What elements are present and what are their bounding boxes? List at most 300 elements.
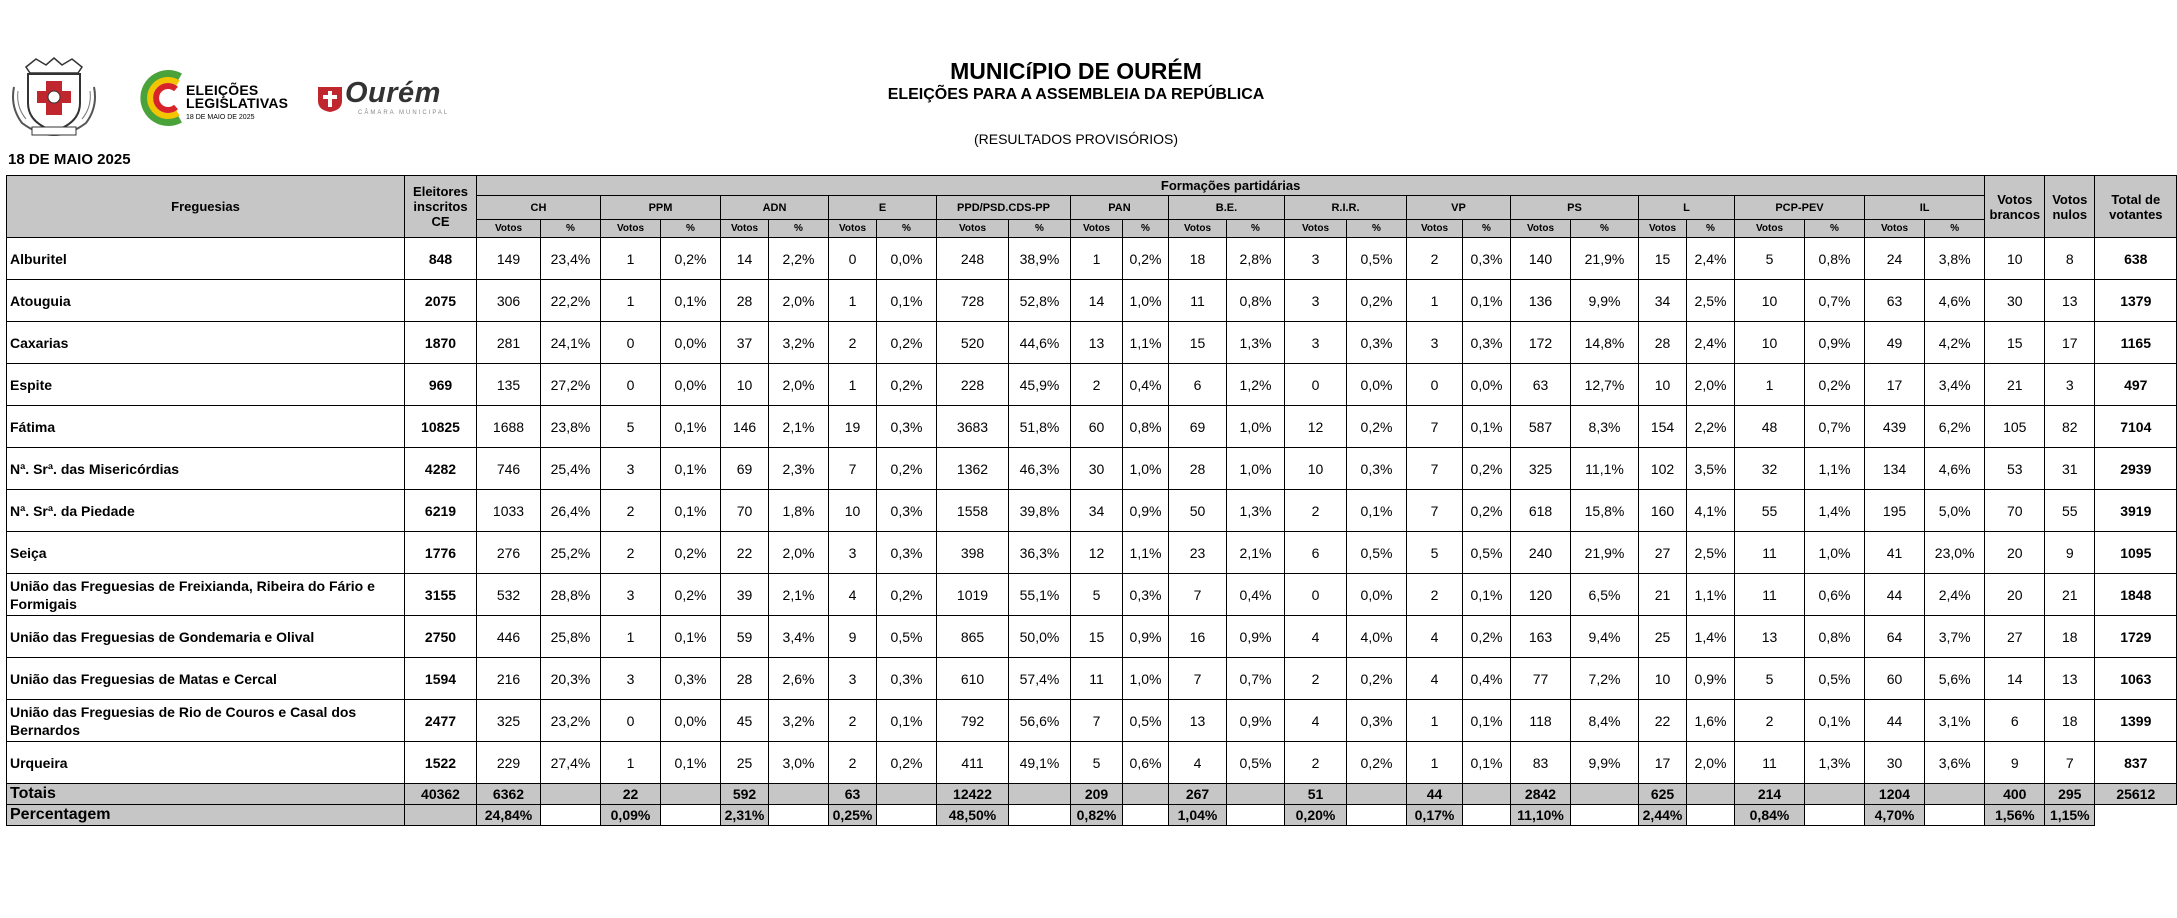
pct-cell: 0,1% <box>1805 700 1865 742</box>
pct-cell: 21,9% <box>1571 532 1639 574</box>
pct-cell: 0,5% <box>1805 658 1865 700</box>
votes-cell: 27 <box>1639 532 1687 574</box>
totals-empty-cell <box>1227 784 1285 805</box>
pct-cell: 20,3% <box>541 658 601 700</box>
totals-votes-cell: 625 <box>1639 784 1687 805</box>
sub-header-votos: Votos <box>1639 220 1687 238</box>
pct-cell: 0,7% <box>1805 406 1865 448</box>
freguesia-name: União das Freguesias de Freixianda, Ribeira do Fário e Formigais <box>7 574 405 616</box>
votes-cell: 2 <box>829 742 877 784</box>
votes-cell: 19 <box>829 406 877 448</box>
sub-header-votos: Votos <box>1071 220 1123 238</box>
pct-cell: 3,0% <box>769 742 829 784</box>
percent-cell: 11,10% <box>1511 805 1571 826</box>
pct-cell: 23,4% <box>541 238 601 280</box>
votes-cell: 3 <box>829 658 877 700</box>
freguesia-name: Fátima <box>7 406 405 448</box>
votes-cell: 240 <box>1511 532 1571 574</box>
votes-cell: 2 <box>1735 700 1805 742</box>
votes-cell: 306 <box>477 280 541 322</box>
pct-cell: 2,0% <box>769 364 829 406</box>
party-header: PAN <box>1071 196 1169 220</box>
pct-cell: 6,2% <box>1925 406 1985 448</box>
percent-cell: 2,44% <box>1639 805 1687 826</box>
brancos-cell: 20 <box>1985 574 2045 616</box>
pct-cell: 0,5% <box>877 616 937 658</box>
totals-votes-cell: 63 <box>829 784 877 805</box>
pct-cell: 6,5% <box>1571 574 1639 616</box>
votes-cell: 15 <box>1169 322 1227 364</box>
votes-cell: 1 <box>1407 280 1463 322</box>
votes-cell: 228 <box>937 364 1009 406</box>
pct-cell: 11,1% <box>1571 448 1639 490</box>
pct-cell: 9,9% <box>1571 742 1639 784</box>
pct-cell: 14,8% <box>1571 322 1639 364</box>
table-row <box>7 280 2177 322</box>
brancos-cell: 20 <box>1985 532 2045 574</box>
totals-empty-cell <box>769 784 829 805</box>
sub-header-votos: Votos <box>1735 220 1805 238</box>
pct-cell: 0,3% <box>1347 700 1407 742</box>
table-row <box>7 658 2177 700</box>
pct-cell: 2,0% <box>769 532 829 574</box>
pct-cell: 3,2% <box>769 322 829 364</box>
pct-cell: 0,2% <box>1463 616 1511 658</box>
percent-empty-cell <box>661 805 721 826</box>
pct-cell: 51,8% <box>1009 406 1071 448</box>
pct-cell: 0,8% <box>1123 406 1169 448</box>
pct-cell: 0,2% <box>661 238 721 280</box>
pct-cell: 0,1% <box>661 448 721 490</box>
votes-cell: 1 <box>1407 700 1463 742</box>
pct-cell: 27,2% <box>541 364 601 406</box>
pct-cell: 0,8% <box>1805 238 1865 280</box>
page-title: MUNICíPIO DE OURÉM <box>950 58 1202 84</box>
pct-cell: 2,5% <box>1687 532 1735 574</box>
pct-cell: 1,4% <box>1687 616 1735 658</box>
votes-cell: 44 <box>1865 700 1925 742</box>
total-cell: 3919 <box>2095 490 2177 532</box>
pct-cell: 1,1% <box>1123 532 1169 574</box>
sub-header-votos: Votos <box>1511 220 1571 238</box>
votes-cell: 140 <box>1511 238 1571 280</box>
pct-cell: 44,6% <box>1009 322 1071 364</box>
brancos-cell: 15 <box>1985 322 2045 364</box>
party-header: IL <box>1865 196 1985 220</box>
eleitores-cell: 1522 <box>405 742 477 784</box>
pct-cell: 0,3% <box>877 490 937 532</box>
totals-label: Totais <box>7 784 405 805</box>
ourem-logo-word: Ourém <box>345 77 441 109</box>
votes-cell: 41 <box>1865 532 1925 574</box>
sub-header-pct: % <box>1571 220 1639 238</box>
votes-cell: 136 <box>1511 280 1571 322</box>
sub-header-votos: Votos <box>829 220 877 238</box>
pct-cell: 0,9% <box>1687 658 1735 700</box>
table-row <box>7 406 2177 448</box>
party-header: E <box>829 196 937 220</box>
pct-cell: 25,4% <box>541 448 601 490</box>
votes-cell: 63 <box>1511 364 1571 406</box>
pct-cell: 25,8% <box>541 616 601 658</box>
pct-cell: 3,5% <box>1687 448 1735 490</box>
votes-cell: 1 <box>829 280 877 322</box>
votes-cell: 2 <box>1285 490 1347 532</box>
totals-votes-cell: 1204 <box>1865 784 1925 805</box>
votes-cell: 7 <box>1407 448 1463 490</box>
votes-cell: 64 <box>1865 616 1925 658</box>
totals-nulos: 295 <box>2045 784 2095 805</box>
sub-header-pct: % <box>1805 220 1865 238</box>
pct-cell: 3,7% <box>1925 616 1985 658</box>
sub-header-pct: % <box>541 220 601 238</box>
votes-cell: 63 <box>1865 280 1925 322</box>
votes-cell: 11 <box>1071 658 1123 700</box>
votes-cell: 5 <box>1735 658 1805 700</box>
votes-cell: 1 <box>1735 364 1805 406</box>
totals-empty-cell <box>661 784 721 805</box>
pct-cell: 22,2% <box>541 280 601 322</box>
votes-cell: 2 <box>601 532 661 574</box>
percent-cell: 48,50% <box>937 805 1009 826</box>
freguesia-name: Atouguia <box>7 280 405 322</box>
votes-cell: 59 <box>721 616 769 658</box>
pct-cell: 1,0% <box>1123 280 1169 322</box>
sub-header-pct: % <box>1009 220 1071 238</box>
votes-cell: 439 <box>1865 406 1925 448</box>
pct-cell: 1,4% <box>1805 490 1865 532</box>
percent-cell: 0,82% <box>1071 805 1123 826</box>
pct-cell: 0,2% <box>1347 406 1407 448</box>
votes-cell: 7 <box>1407 406 1463 448</box>
totals-empty-cell <box>877 784 937 805</box>
table-row <box>7 700 2177 742</box>
totals-empty-cell <box>1687 784 1735 805</box>
percent-empty-cell <box>541 805 601 826</box>
votes-cell: 0 <box>1407 364 1463 406</box>
votes-cell: 4 <box>1285 616 1347 658</box>
totals-votes-cell: 51 <box>1285 784 1347 805</box>
nulos-cell: 7 <box>2045 742 2095 784</box>
votes-cell: 69 <box>1169 406 1227 448</box>
percent-cell: 4,70% <box>1865 805 1925 826</box>
votes-cell: 4 <box>1285 700 1347 742</box>
percent-cell: 2,31% <box>721 805 769 826</box>
pct-cell: 23,2% <box>541 700 601 742</box>
votes-cell: 83 <box>1511 742 1571 784</box>
votes-cell: 2 <box>829 322 877 364</box>
totals-total: 25612 <box>2095 784 2177 805</box>
pct-cell: 57,4% <box>1009 658 1071 700</box>
pct-cell: 0,5% <box>1463 532 1511 574</box>
votes-cell: 32 <box>1735 448 1805 490</box>
votes-cell: 146 <box>721 406 769 448</box>
votes-cell: 728 <box>937 280 1009 322</box>
freguesia-name: União das Freguesias de Gondemaria e Olival <box>7 616 405 658</box>
votes-cell: 1558 <box>937 490 1009 532</box>
brancos-cell: 14 <box>1985 658 2045 700</box>
votes-cell: 69 <box>721 448 769 490</box>
pct-cell: 0,1% <box>661 616 721 658</box>
freguesia-name: Alburitel <box>7 238 405 280</box>
pct-cell: 39,8% <box>1009 490 1071 532</box>
nulos-cell: 18 <box>2045 616 2095 658</box>
votes-cell: 149 <box>477 238 541 280</box>
eleitores-cell: 2750 <box>405 616 477 658</box>
sub-header-pct: % <box>1227 220 1285 238</box>
votes-cell: 5 <box>1071 574 1123 616</box>
votes-cell: 28 <box>721 658 769 700</box>
pct-cell: 0,6% <box>1123 742 1169 784</box>
votes-cell: 160 <box>1639 490 1687 532</box>
pct-cell: 2,2% <box>1687 406 1735 448</box>
pct-cell: 0,0% <box>877 238 937 280</box>
votes-cell: 2 <box>1285 658 1347 700</box>
percent-cell: 1,04% <box>1169 805 1227 826</box>
freguesia-name: Espite <box>7 364 405 406</box>
eleitores-cell: 10825 <box>405 406 477 448</box>
sub-header-votos: Votos <box>601 220 661 238</box>
sub-header-pct: % <box>1347 220 1407 238</box>
votes-cell: 10 <box>1639 364 1687 406</box>
pct-cell: 8,3% <box>1571 406 1639 448</box>
header-total: Total de votantes <box>2095 176 2177 238</box>
pct-cell: 0,1% <box>877 280 937 322</box>
votes-cell: 792 <box>937 700 1009 742</box>
total-cell: 837 <box>2095 742 2177 784</box>
freguesia-name: Nª. Srª. da Piedade <box>7 490 405 532</box>
pct-cell: 3,8% <box>1925 238 1985 280</box>
eleitores-cell: 969 <box>405 364 477 406</box>
pct-cell: 0,1% <box>1463 700 1511 742</box>
votes-cell: 28 <box>721 280 769 322</box>
pct-cell: 2,3% <box>769 448 829 490</box>
brancos-cell: 9 <box>1985 742 2045 784</box>
votes-cell: 49 <box>1865 322 1925 364</box>
eleitores-cell: 1870 <box>405 322 477 364</box>
votes-cell: 118 <box>1511 700 1571 742</box>
totals-brancos: 400 <box>1985 784 2045 805</box>
pct-cell: 0,9% <box>1123 616 1169 658</box>
pct-cell: 3,2% <box>769 700 829 742</box>
nulos-cell: 21 <box>2045 574 2095 616</box>
votes-cell: 6 <box>1285 532 1347 574</box>
votes-cell: 1362 <box>937 448 1009 490</box>
party-header: VP <box>1407 196 1511 220</box>
totals-empty-cell <box>1571 784 1639 805</box>
votes-cell: 1 <box>829 364 877 406</box>
total-cell: 497 <box>2095 364 2177 406</box>
votes-cell: 532 <box>477 574 541 616</box>
votes-cell: 5 <box>601 406 661 448</box>
election-date: 18 DE MAIO 2025 <box>8 151 131 168</box>
votes-cell: 30 <box>1071 448 1123 490</box>
votes-cell: 34 <box>1639 280 1687 322</box>
pct-cell: 2,8% <box>1227 238 1285 280</box>
party-header: PS <box>1511 196 1639 220</box>
totals-votes-cell: 592 <box>721 784 769 805</box>
pct-cell: 4,1% <box>1687 490 1735 532</box>
totals-empty-cell <box>1123 784 1169 805</box>
pct-cell: 0,8% <box>1805 616 1865 658</box>
pct-cell: 0,2% <box>1347 742 1407 784</box>
votes-cell: 446 <box>477 616 541 658</box>
total-cell: 1379 <box>2095 280 2177 322</box>
total-cell: 1063 <box>2095 658 2177 700</box>
votes-cell: 276 <box>477 532 541 574</box>
pct-cell: 21,9% <box>1571 238 1639 280</box>
party-header: B.E. <box>1169 196 1285 220</box>
nulos-cell: 17 <box>2045 322 2095 364</box>
votes-cell: 1 <box>601 280 661 322</box>
pct-cell: 45,9% <box>1009 364 1071 406</box>
freguesia-name: Seiça <box>7 532 405 574</box>
votes-cell: 520 <box>937 322 1009 364</box>
totals-empty-cell <box>1009 784 1071 805</box>
pct-cell: 2,4% <box>1687 238 1735 280</box>
votes-cell: 18 <box>1169 238 1227 280</box>
votes-cell: 10 <box>721 364 769 406</box>
percent-empty-cell <box>1925 805 1985 826</box>
votes-cell: 325 <box>1511 448 1571 490</box>
pct-cell: 2,1% <box>769 406 829 448</box>
percent-empty-cell <box>1463 805 1511 826</box>
pct-cell: 2,1% <box>1227 532 1285 574</box>
eleitores-cell: 3155 <box>405 574 477 616</box>
pct-cell: 1,0% <box>1805 532 1865 574</box>
percent-cell: 0,84% <box>1735 805 1805 826</box>
votes-cell: 0 <box>1285 574 1347 616</box>
votes-cell: 0 <box>601 322 661 364</box>
pct-cell: 1,2% <box>1227 364 1285 406</box>
votes-cell: 0 <box>601 364 661 406</box>
total-cell: 1729 <box>2095 616 2177 658</box>
pct-cell: 23,8% <box>541 406 601 448</box>
percent-empty-cell <box>1227 805 1285 826</box>
percent-nulos: 1,15% <box>2045 805 2095 826</box>
votes-cell: 11 <box>1735 742 1805 784</box>
pct-cell: 2,2% <box>769 238 829 280</box>
party-header: ADN <box>721 196 829 220</box>
pct-cell: 50,0% <box>1009 616 1071 658</box>
nulos-cell: 31 <box>2045 448 2095 490</box>
votes-cell: 134 <box>1865 448 1925 490</box>
pct-cell: 0,9% <box>1123 490 1169 532</box>
percent-empty-cell <box>1805 805 1865 826</box>
pct-cell: 5,6% <box>1925 658 1985 700</box>
votes-cell: 11 <box>1169 280 1227 322</box>
eleitores-cell: 848 <box>405 238 477 280</box>
votes-cell: 1019 <box>937 574 1009 616</box>
pct-cell: 2,5% <box>1687 280 1735 322</box>
votes-cell: 21 <box>1639 574 1687 616</box>
pct-cell: 0,2% <box>1347 280 1407 322</box>
percent-eleitores-empty <box>405 805 477 826</box>
votes-cell: 610 <box>937 658 1009 700</box>
pct-cell: 46,3% <box>1009 448 1071 490</box>
votes-cell: 865 <box>937 616 1009 658</box>
pct-cell: 0,2% <box>1463 490 1511 532</box>
votes-cell: 0 <box>829 238 877 280</box>
totals-row <box>7 784 2177 805</box>
votes-cell: 216 <box>477 658 541 700</box>
votes-cell: 4 <box>1407 658 1463 700</box>
pct-cell: 2,1% <box>769 574 829 616</box>
votes-cell: 39 <box>721 574 769 616</box>
pct-cell: 0,1% <box>661 280 721 322</box>
pct-cell: 3,4% <box>769 616 829 658</box>
percent-empty-cell <box>1347 805 1407 826</box>
totals-eleitores: 40362 <box>405 784 477 805</box>
votes-cell: 13 <box>1735 616 1805 658</box>
eleitores-cell: 1776 <box>405 532 477 574</box>
votes-cell: 1033 <box>477 490 541 532</box>
pct-cell: 1,1% <box>1123 322 1169 364</box>
pct-cell: 0,3% <box>1463 238 1511 280</box>
brancos-cell: 21 <box>1985 364 2045 406</box>
sub-header-votos: Votos <box>1865 220 1925 238</box>
party-header: CH <box>477 196 601 220</box>
percent-cell: 24,84% <box>477 805 541 826</box>
votes-cell: 28 <box>1169 448 1227 490</box>
pct-cell: 56,6% <box>1009 700 1071 742</box>
votes-cell: 9 <box>829 616 877 658</box>
pct-cell: 0,2% <box>877 574 937 616</box>
eleitores-cell: 2075 <box>405 280 477 322</box>
votes-cell: 10 <box>1639 658 1687 700</box>
votes-cell: 1 <box>1071 238 1123 280</box>
percent-cell: 0,20% <box>1285 805 1347 826</box>
freguesia-name: Nª. Srª. das Misericórdias <box>7 448 405 490</box>
votes-cell: 1688 <box>477 406 541 448</box>
totals-votes-cell: 6362 <box>477 784 541 805</box>
total-cell: 1095 <box>2095 532 2177 574</box>
votes-cell: 163 <box>1511 616 1571 658</box>
votes-cell: 411 <box>937 742 1009 784</box>
pct-cell: 0,1% <box>661 742 721 784</box>
pct-cell: 0,5% <box>1227 742 1285 784</box>
pct-cell: 2,4% <box>1687 322 1735 364</box>
pct-cell: 0,5% <box>1347 238 1407 280</box>
votes-cell: 50 <box>1169 490 1227 532</box>
table-row <box>7 616 2177 658</box>
votes-cell: 4 <box>1407 616 1463 658</box>
votes-cell: 10 <box>1285 448 1347 490</box>
votes-cell: 3 <box>1285 322 1347 364</box>
percent-empty-cell <box>1687 805 1735 826</box>
sub-header-votos: Votos <box>937 220 1009 238</box>
votes-cell: 34 <box>1071 490 1123 532</box>
votes-cell: 7 <box>1169 574 1227 616</box>
header-eleitores: Eleitores inscritos CE <box>405 176 477 238</box>
votes-cell: 55 <box>1735 490 1805 532</box>
sub-header-pct: % <box>1925 220 1985 238</box>
pct-cell: 4,6% <box>1925 280 1985 322</box>
pct-cell: 1,1% <box>1687 574 1735 616</box>
pct-cell: 0,0% <box>1463 364 1511 406</box>
nulos-cell: 8 <box>2045 238 2095 280</box>
pct-cell: 23,0% <box>1925 532 1985 574</box>
pct-cell: 28,8% <box>541 574 601 616</box>
pct-cell: 0,2% <box>1805 364 1865 406</box>
totals-votes-cell: 214 <box>1735 784 1805 805</box>
votes-cell: 12 <box>1285 406 1347 448</box>
pct-cell: 0,2% <box>661 532 721 574</box>
elections-logo-date: 18 DE MAIO DE 2025 <box>186 114 255 121</box>
pct-cell: 9,9% <box>1571 280 1639 322</box>
nulos-cell: 3 <box>2045 364 2095 406</box>
votes-cell: 172 <box>1511 322 1571 364</box>
